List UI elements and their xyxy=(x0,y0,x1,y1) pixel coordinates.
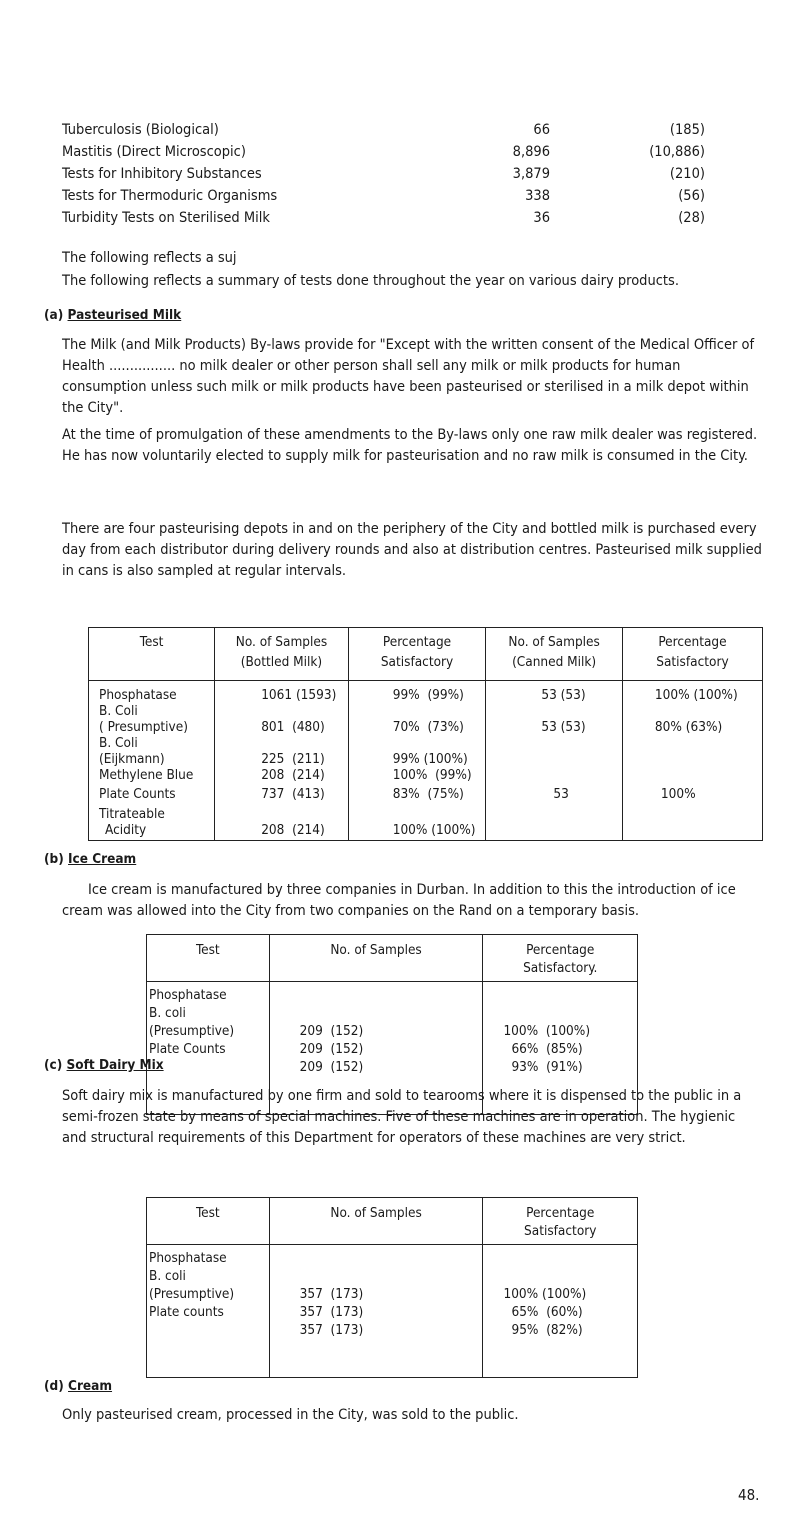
table-cell-canned: 53 (53) 53 (53) 53 xyxy=(486,681,623,841)
table-cell-pct-bottled: 99% (99%) 70% (73%) 99% (100%) 100% (99%) 83% (75%) 100% (100%) xyxy=(348,681,486,841)
table-header: No. of Samples (Canned Milk) xyxy=(486,628,623,681)
section-letter: (d) xyxy=(44,1378,64,1394)
table-header: No. of Samples xyxy=(269,935,483,982)
section-heading-d xyxy=(44,1378,112,1394)
table-cell-test: Phosphatase B. coli (Presumptive) Plate Counts xyxy=(147,982,270,1115)
soft-dairy-mix-table xyxy=(146,1197,638,1378)
section-heading-c xyxy=(44,1057,164,1073)
table-header: Test xyxy=(147,935,270,982)
section-title: Cream xyxy=(68,1378,113,1394)
summary-label: Tests for Thermoduric Organisms xyxy=(62,188,278,204)
section-letter: (a) xyxy=(44,307,64,323)
section-title: Soft Dairy Mix xyxy=(66,1057,164,1073)
paragraph: The Milk (and Milk Products) By-laws provide for "Except with the written consent of the Medical Officer of Health ................ no milk dealer or other person shall sell any milk or milk products for human consumption unless such milk or milk products have been pasteurised or sterilised in a milk depot within the City". xyxy=(62,337,755,416)
table-cell-samples: 357 (173) 357 (173) 357 (173) xyxy=(269,1245,483,1378)
table-header-row xyxy=(147,935,638,982)
table-header: Test xyxy=(147,1198,270,1245)
summary-count: 3,879 xyxy=(512,166,550,182)
summary-count: 66 xyxy=(533,122,550,138)
summary-label: Turbidity Tests on Sterilised Milk xyxy=(62,210,270,226)
table-header-row xyxy=(147,1198,638,1245)
section-title: Ice Cream xyxy=(68,851,137,867)
section-heading-b xyxy=(44,851,136,867)
table-header: Percentage Satisfactory xyxy=(622,628,762,681)
table-body-row xyxy=(89,681,763,841)
intro-line: The following reflects a suj xyxy=(62,250,237,266)
paragraph: Soft dairy mix is manufactured by one firm and sold to tearooms where it is dispensed to the public in a semi-frozen state by means of special machines. Five of these machines are in operation. The hygienic and structural requirements of this Department for operators of these machines are very strict. xyxy=(62,1088,742,1146)
table-cell-pct: 100% (100%) 65% (60%) 95% (82%) xyxy=(483,1245,638,1378)
section-heading-a xyxy=(44,307,181,323)
table-header-row xyxy=(89,628,763,681)
section-letter: (c) xyxy=(44,1057,63,1073)
paragraph: At the time of promulgation of these amendments to the By-laws only one raw milk dealer was registered. He has now voluntarily elected to supply milk for pasteurisation and no raw milk is consumed in the City. xyxy=(62,427,758,464)
table-cell-test: Phosphatase B. coli (Presumptive) Plate counts xyxy=(147,1245,270,1378)
intro-line: The following reflects a summary of tests done throughout the year on various dairy products. xyxy=(62,273,679,289)
section-letter: (b) xyxy=(44,851,64,867)
table-header: Percentage Satisfactory. xyxy=(483,935,638,982)
summary-label: Tests for Inhibitory Substances xyxy=(62,166,262,182)
table-header: No. of Samples (Bottled Milk) xyxy=(215,628,349,681)
summary-prev: (210) xyxy=(669,166,705,182)
table-cell-bottled: 1061 (1593) 801 (480) 225 (211) 208 (214) 737 (413) 208 (214) xyxy=(215,681,349,841)
table-header: Test xyxy=(89,628,215,681)
paragraph: Only pasteurised cream, processed in the City, was sold to the public. xyxy=(62,1407,519,1423)
paragraph: Ice cream is manufactured by three companies in Durban. In addition to this the introduction of ice cream was allowed into the City from two companies on the Rand on a temporary basis. xyxy=(62,882,736,919)
summary-count: 338 xyxy=(525,188,550,204)
summary-label: Mastitis (Direct Microscopic) xyxy=(62,144,246,160)
summary-prev: (28) xyxy=(678,210,705,226)
page-number: 48. xyxy=(738,1486,760,1504)
summary-label: Tuberculosis (Biological) xyxy=(62,122,219,138)
table-cell-samples: 209 (152) 209 (152) 209 (152) xyxy=(269,982,483,1115)
table-header: Percentage Satisfactory xyxy=(348,628,486,681)
table-cell-pct-canned: 100% (100%) 80% (63%) 100% xyxy=(622,681,762,841)
summary-prev: (56) xyxy=(678,188,705,204)
table-header: No. of Samples xyxy=(269,1198,483,1245)
summary-count: 36 xyxy=(533,210,550,226)
section-title: Pasteurised Milk xyxy=(67,307,182,323)
table-header: Percentage Satisfactory xyxy=(483,1198,638,1245)
summary-prev: (10,886) xyxy=(649,144,705,160)
summary-prev: (185) xyxy=(669,122,705,138)
table-cell-test: Phosphatase B. Coli ( Presumptive) B. Coli (Eijkmann) Methylene Blue Plate Counts Titrateable Acidity xyxy=(89,681,215,841)
summary-count: 8,896 xyxy=(512,144,550,160)
table-cell-pct: 100% (100%) 66% (85%) 93% (91%) xyxy=(483,982,638,1115)
pasteurised-milk-table xyxy=(88,627,763,841)
paragraph: There are four pasteurising depots in and on the periphery of the City and bottled milk is purchased every day from each distributor during delivery rounds and also at distribution centres. Pasteurised milk supplied in cans is also sampled at regular intervals. xyxy=(62,521,762,579)
table-body-row xyxy=(147,1245,638,1378)
